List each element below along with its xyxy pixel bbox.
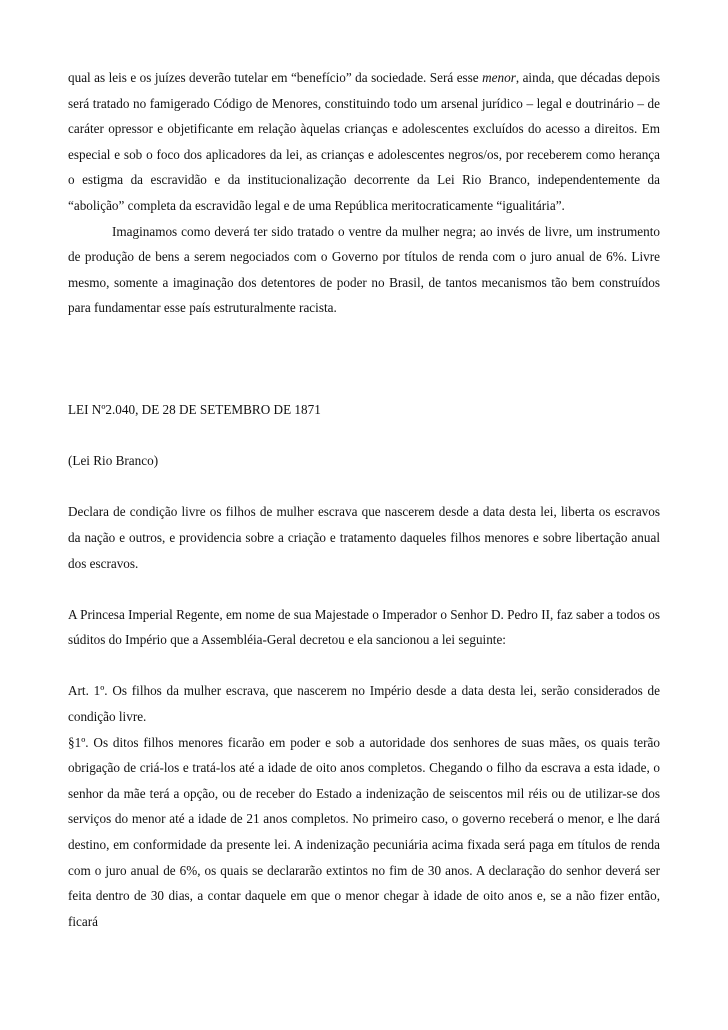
paragraph-menor-after: , ainda, que décadas depois será tratado no famigerado Código de Menores, constituindo todo um arsenal jurídico – legal e doutrinário – de caráter opressor e objetificante em relação àquelas crianças e adolescentes excluídos do acesso a direitos. Em especial e sob o foco dos aplicadores da lei, as crianças e adolescentes negros/os, por receberem como herança o estigma da escravidão e da institucionalização decorrente da Lei Rio Branco, independentemente da “abolição” completa da escravidão legal e de uma República meritocraticamente “igualitária”.: [68, 70, 660, 213]
spacer: [68, 474, 660, 500]
spacer: [68, 653, 660, 679]
article-1-paragraph-1: §1º. Os ditos filhos menores ficarão em poder e sob a autoridade dos senhores de suas mães, os quais terão obrigação de criá-los e tratá-los até a idade de oito anos completos. Chegando o filho da escrava a esta idade, o senhor da mãe terá a opção, ou de receber do Estado a indenização de seiscentos mil réis ou de utilizar-se dos serviços do menor até a idade de 21 anos completos. No primeiro caso, o governo receberá o menor, e lhe dará destino, em conformidade da presente lei. A indenização pecuniária acima fixada será paga em títulos de renda com o juro anual de 6%, os quais se declararão extintos no fim de 30 anos. A declaração do senhor deverá ser feita dentro de 30 dias, a contar daquele em que o menor chegar à idade de oito anos e, se a não fizer então, ficará: [68, 734, 660, 929]
italic-term-menor: menor: [482, 70, 516, 85]
paragraph-menor: [68, 65, 660, 219]
article-1: Art. 1º. Os filhos da mulher escrava, que nascerem no Império desde a data desta lei, serão considerados de condição livre.: [68, 683, 660, 725]
spacer: [68, 321, 660, 397]
spacer: [68, 576, 660, 602]
law-summary: Declara de condição livre os filhos de mulher escrava que nascerem desde a data desta lei, liberta os escravos da nação e outros, e providencia sobre a criação e tratamento daqueles filhos menores e sobre libertação anual dos escravos.: [68, 504, 660, 571]
law-title: LEI Nº2.040, DE 28 DE SETEMBRO DE 1871: [68, 401, 321, 417]
paragraph-ventre: Imaginamos como deverá ter sido tratado o ventre da mulher negra; ao invés de livre, um instrumento de produção de bens a serem negociados com o Governo por títulos de renda com o juro anual de 6%. Livre mesmo, somente a imaginação dos detentores de poder no Brasil, de tantos mecanismos tão bem construídos para fundamentar esse país estruturalmente racista.: [68, 223, 660, 316]
paragraph-menor-before: qual as leis e os juízes deverão tutelar em “benefício” da sociedade. Será esse: [68, 70, 483, 85]
law-preamble: A Princesa Imperial Regente, em nome de sua Majestade o Imperador o Senhor D. Pedro II, faz saber a todos os súditos do Império que a Assembléia-Geral decretou e ela sancionou a lei seguinte:: [68, 606, 660, 648]
law-subtitle: (Lei Rio Branco): [68, 453, 159, 469]
spacer: [68, 423, 660, 449]
document-page: [68, 65, 660, 934]
